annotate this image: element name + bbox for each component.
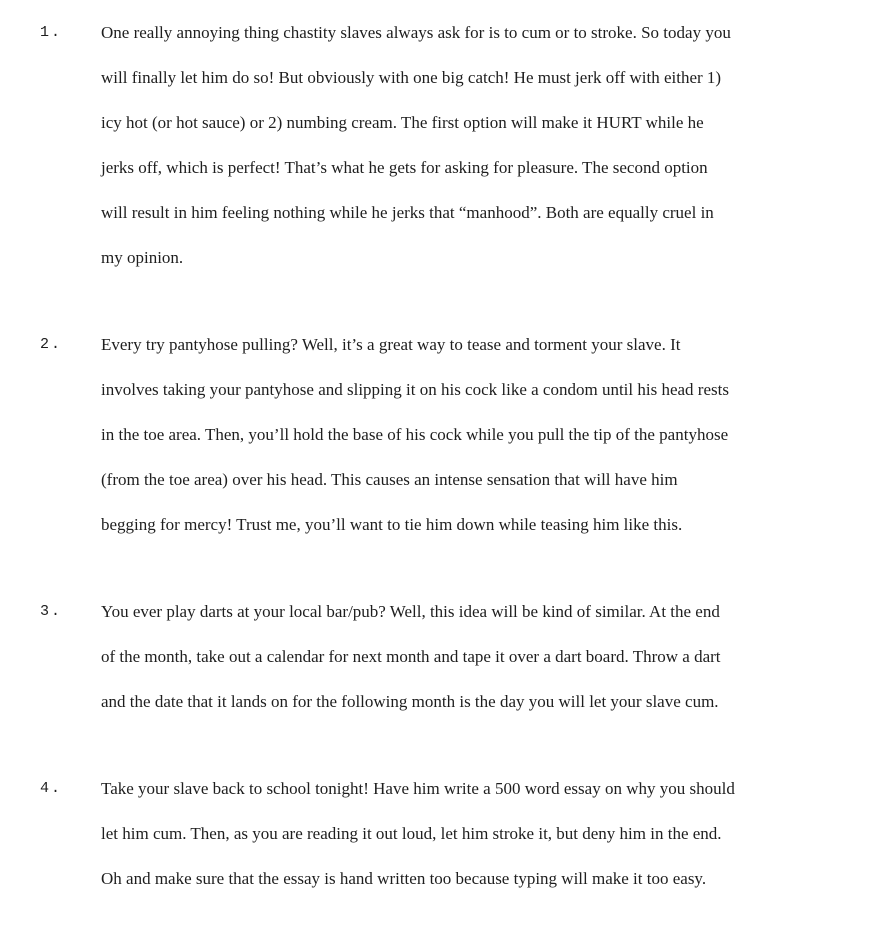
text-line: You ever play darts at your local bar/pub? Well, this idea will be kind of similar. At the end [101,602,720,621]
text-line: (from the toe area) over his head. This causes an intense sensation that will have him [101,470,678,489]
text-line: let him cum. Then, as you are reading it out loud, let him stroke it, but deny him in the end. [101,824,722,843]
list-item-number: 3. [40,603,63,620]
list-item-number: 2. [40,336,63,353]
text-line: Take your slave back to school tonight! Have him write a 500 word essay on why you should [101,779,735,798]
text-line: involves taking your pantyhose and slipping it on his cock like a condom until his head rests [101,380,729,399]
list-item-text [101,10,883,280]
text-line: begging for mercy! Trust me, you’ll want to tie him down while teasing him like this. [101,515,683,534]
list-item-text [101,766,883,901]
text-line: icy hot (or hot sauce) or 2) numbing cream. The first option will make it HURT while he [101,113,704,132]
text-line: my opinion. [101,248,184,267]
list-item-text [101,322,883,547]
text-line: Every try pantyhose pulling? Well, it’s a great way to tease and torment your slave. It [101,335,681,354]
text-line: of the month, take out a calendar for next month and tape it over a dart board. Throw a dart [101,647,721,666]
text-line: will result in him feeling nothing while he jerks that “manhood”. Both are equally cruel in [101,203,714,222]
list-item [0,322,883,547]
text-line: jerks off, which is perfect! That’s what he gets for asking for pleasure. The second option [101,158,708,177]
list-item-text [101,589,883,724]
list-item [0,10,883,280]
list-item-number: 1. [40,24,63,41]
list-item [0,766,883,901]
text-line: and the date that it lands on for the following month is the day you will let your slave cum. [101,692,719,711]
text-line: in the toe area. Then, you’ll hold the base of his cock while you pull the tip of the pantyhose [101,425,729,444]
text-line: One really annoying thing chastity slaves always ask for is to cum or to stroke. So today you [101,23,731,42]
list-item [0,589,883,724]
list-item-number: 4. [40,780,63,797]
text-line: will finally let him do so! But obviously with one big catch! He must jerk off with either 1) [101,68,722,87]
text-line: Oh and make sure that the essay is hand written too because typing will make it too easy. [101,869,707,888]
